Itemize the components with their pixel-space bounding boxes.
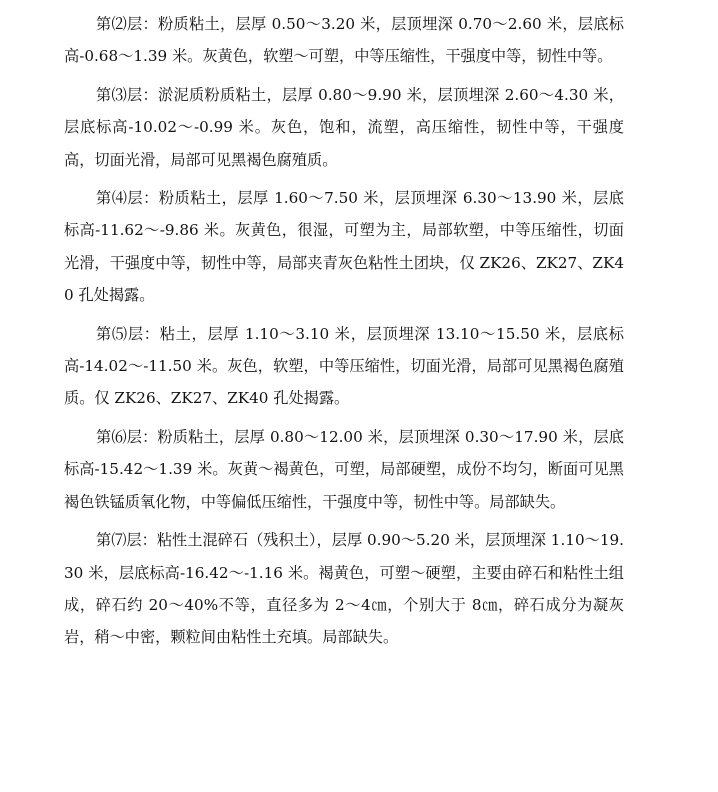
layer-6-paragraph: 第⑹层：粉质粘土，层厚 0.80～12.00 米，层顶埋深 0.30～17.90 米，层底标高-15.42～1.39 米。灰黄～褐黄色，可塑，局部硬塑，成份不均匀，断面可见黑褐色铁锰质氧化物，中等偏低压缩性，干强度中等，韧性中等。局部缺失。 (64, 427, 624, 511)
layer-3-paragraph: 第⑶层：淤泥质粉质粘土，层厚 0.80～9.90 米，层顶埋深 2.60～4.30 米，层底标高-10.02～-0.99 米。灰色，饱和，流塑，高压缩性，韧性中等，干强度高，切面光滑，局部可见黑褐色腐殖质。 (64, 85, 624, 169)
layer-4-paragraph: 第⑷层：粉质粘土，层厚 1.60～7.50 米，层顶埋深 6.30～13.90 米，层底标高-11.62～-9.86 米。灰黄色，很湿，可塑为主，局部软塑，中等压缩性，切面光滑，干强度中等，韧性中等，局部夹青灰色粘性土团块，仅 ZK26、ZK27、ZK40 孔处揭露。 (64, 189, 624, 305)
layer-2-paragraph: 第⑵层：粉质粘土，层厚 0.50～3.20 米，层顶埋深 0.70～2.60 米，层底标高-0.68～1.39 米。灰黄色，软塑～可塑，中等压缩性，干强度中等，韧性中等。 (64, 15, 624, 66)
layer-5-paragraph: 第⑸层：粘土，层厚 1.10～3.10 米，层顶埋深 13.10～15.50 米，层底标高-14.02～-11.50 米。灰色，软塑，中等压缩性，切面光滑，局部可见黑褐色腐殖质。仅 ZK26、ZK27、ZK40 孔处揭露。 (64, 324, 624, 408)
layer-7-paragraph: 第⑺层：粘性土混碎石（残积土），层厚 0.90～5.20 米，层顶埋深 1.10～19.30 米，层底标高-16.42～-1.16 米。褐黄色，可塑～硬塑，主要由碎石和粘性土组成，碎石约 20～40%不等，直径多为 2～4㎝，个别大于 8㎝，碎石成分为凝灰岩，稍～中密，颗粒间由粘性土充填。局部缺失。 (64, 531, 624, 647)
document-body (64, 8, 624, 660)
